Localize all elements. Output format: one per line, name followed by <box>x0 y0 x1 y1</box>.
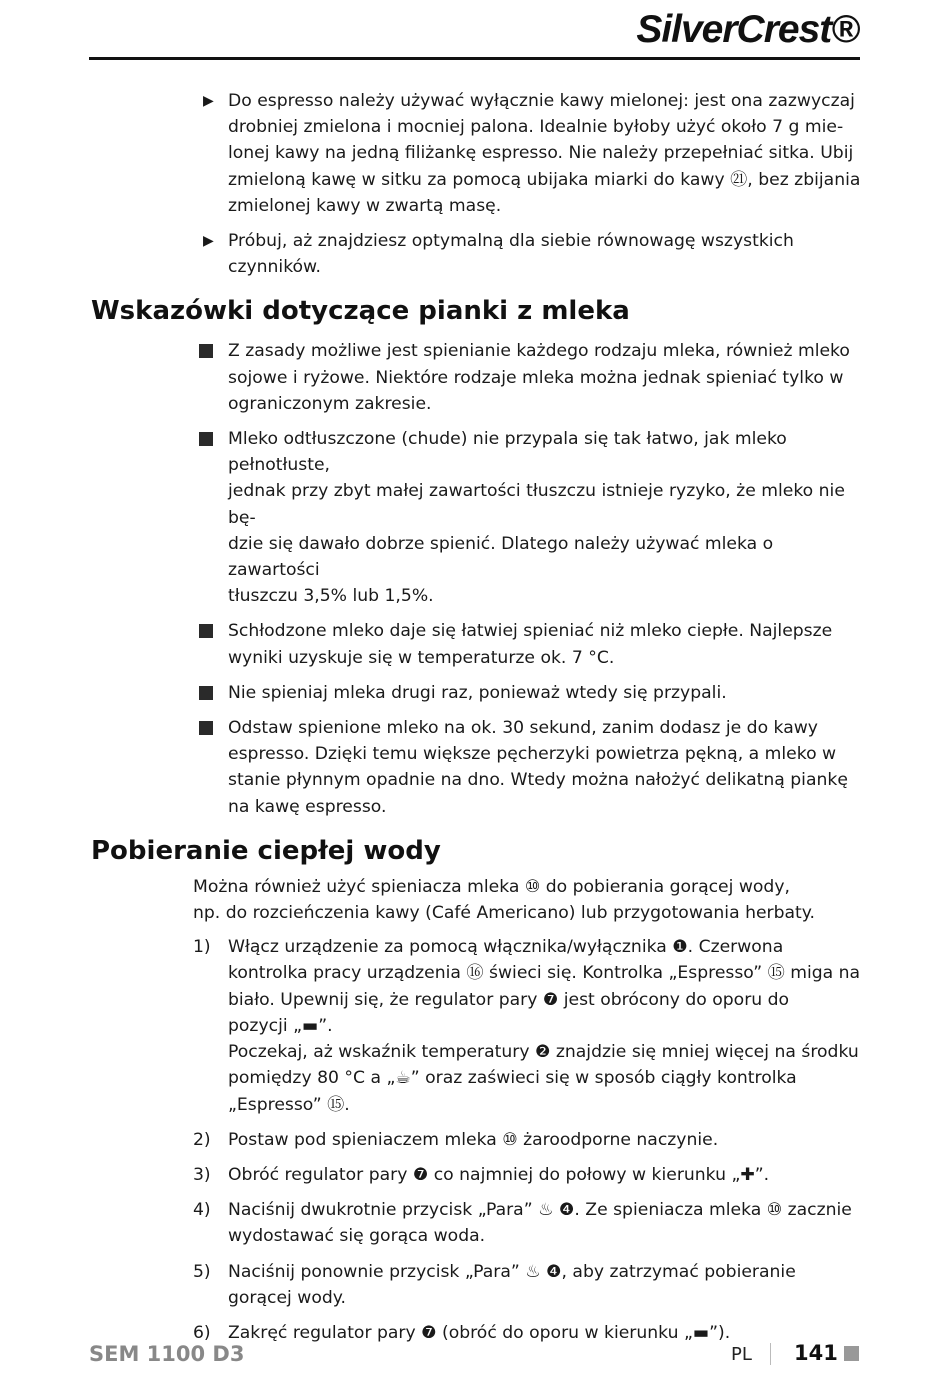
square-bullet-icon <box>199 686 213 700</box>
square-bullet-icon <box>199 624 213 638</box>
step-number: 5) <box>193 1261 211 1282</box>
footer-model: SEM 1100 D3 <box>89 1342 245 1366</box>
list-item: Schłodzone mleko daje się łatwiej spieniać niż mleko ciepłe. Najlepsze wyniki uzyskuje się w temperaturze ok. 7 °C. <box>0 618 950 670</box>
numbered-step: 1) Włącz urządzenie za pomocą włącznika/wyłącznika ❶. Czerwona kontrolka pracy urządzenia ⑯ świeci się. Kontrolka „Espresso” ⑮ miga na biało. Upewnij się, że regulator pary ❼ jest obrócony do oporu do pozycji „▬”. Poczekaj, aż wskaźnik temperatury ❷ znajdzie się mniej więcej na środku pomiędzy 80 °C a „☕” oraz zaświeci się w sposób ciągły kontrolka „Espresso” ⑮. <box>0 934 950 1117</box>
step-number: 1) <box>193 937 211 958</box>
step-number: 4) <box>193 1200 211 1221</box>
footer-square-icon <box>844 1346 859 1361</box>
list-item: Z zasady możliwe jest spienianie każdego rodzaju mleka, również mleko sojowe i ryżowe. Niektóre rodzaje mleka można jednak spieniać tylko w ograniczonym zakresie. <box>0 338 950 417</box>
list-item: Mleko odtłuszczone (chude) nie przypala się tak łatwo, jak mleko pełnotłuste, jednak przy zbyt małej zawartości tłuszczu istnieje ryzyko, że mleko nie bę- dzie się dawało dobrze spienić. Dlatego należy używać mleka o zawartości tłuszczu 3,5% lub 1,5%. <box>0 426 950 609</box>
list-item: ▶ Próbuj, aż znajdziesz optymalną dla siebie równowagę wszystkich czynników. <box>0 228 950 280</box>
numbered-step: 6) Zakręć regulator pary ❼ (obróć do oporu w kierunku „▬”). <box>0 1320 950 1346</box>
list-item: ▶ Do espresso należy używać wyłącznie kawy mielonej: jest ona zazwyczaj drobniej zmielona i mocniej palona. Idealnie byłoby użyć około 7 g mie- lonej kawy na jedną filiżankę espresso. Nie należy przepełniać sitka. Ubij zmieloną kawę w sitku za pomocą ubijaka miarki do kawy ㉑, bez zbijania zmielonej kawy w zwartą masę. <box>0 88 950 219</box>
arrow-bullet-icon: ▶ <box>203 233 214 250</box>
numbered-step: 5) Naciśnij ponownie przycisk „Para” ♨ ❹, aby zatrzymać pobieranie gorącej wody. <box>0 1259 950 1311</box>
arrow-bullet-icon: ▶ <box>203 93 214 109</box>
brand-logo: SilverCrest® <box>636 8 859 51</box>
section-heading: Wskazówki dotyczące pianki z mleka <box>91 296 630 327</box>
step-number: 2) <box>193 1129 211 1150</box>
header-rule <box>89 57 860 60</box>
step-number: 3) <box>193 1164 211 1185</box>
footer-divider <box>770 1343 771 1365</box>
square-bullet-icon <box>199 721 213 735</box>
list-item: Odstaw spienione mleko na ok. 30 sekund, zanim dodasz je do kawy espresso. Dzięki temu większe pęcherzyki powietrza pękną, a mleko w stanie płynnym opadnie na dno. Wtedy można nałożyć delikatną piankę na kawę espresso. <box>0 715 950 820</box>
footer-language: PL <box>731 1344 752 1365</box>
square-bullet-icon <box>199 344 213 358</box>
numbered-step: 4) Naciśnij dwukrotnie przycisk „Para” ♨ ❹. Ze spieniacza mleka ⑩ zacznie wydostawać się gorąca woda. <box>0 1197 950 1249</box>
list-item: Nie spieniaj mleka drugi raz, ponieważ wtedy się przypali. <box>0 680 950 706</box>
numbered-step: 3) Obróć regulator pary ❼ co najmniej do połowy w kierunku „✚”. <box>0 1162 950 1188</box>
page-content <box>0 88 950 1355</box>
numbered-step: 2) Postaw pod spieniaczem mleka ⑩ żaroodporne naczynie. <box>0 1127 950 1153</box>
square-bullet-icon <box>199 432 213 446</box>
section-intro: Można również użyć spieniacza mleka ⑩ do pobierania gorącej wody, np. do rozcieńczenia kawy (Café Americano) lub przygotowania herbaty. <box>193 876 815 924</box>
section-heading: Pobieranie ciepłej wody <box>91 835 441 866</box>
step-number: 6) <box>193 1322 211 1343</box>
page-number: 141 <box>794 1341 838 1365</box>
